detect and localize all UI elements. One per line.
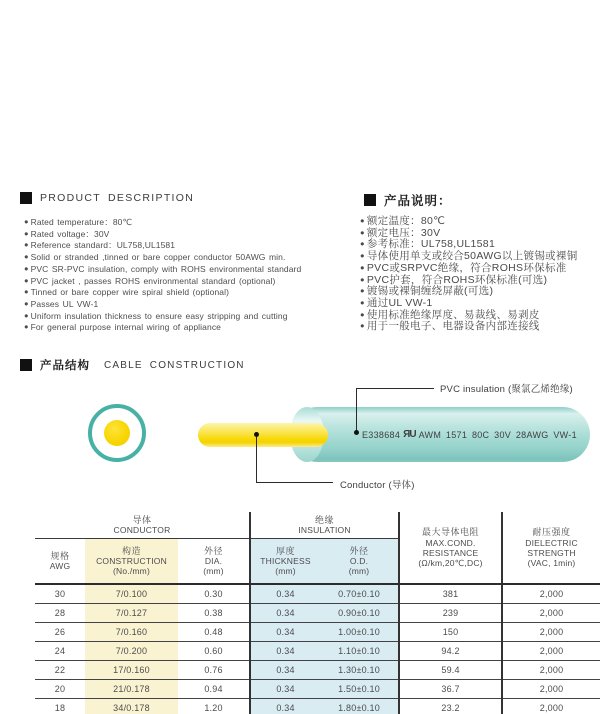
cell-dielectric: 2,000 bbox=[502, 680, 600, 699]
table-row bbox=[35, 604, 600, 623]
cell-od: 0.70±0.10 bbox=[320, 584, 399, 604]
product-description-list-cn bbox=[360, 216, 578, 333]
cell-awg: 26 bbox=[35, 623, 85, 642]
cell-thickness: 0.34 bbox=[250, 604, 320, 623]
cell-construction: 34/0.178 bbox=[85, 699, 178, 714]
cable-marking bbox=[362, 407, 588, 462]
group-conductor-cn: 导体 bbox=[132, 514, 152, 525]
group-conductor-en: CONDUCTOR bbox=[113, 525, 171, 536]
cell-construction: 7/0.127 bbox=[85, 604, 178, 623]
cell-awg: 22 bbox=[35, 661, 85, 680]
cell-dielectric: 2,000 bbox=[502, 623, 600, 642]
group-header-insulation bbox=[250, 512, 399, 539]
product-description-title-cn: 产品说明： bbox=[384, 194, 452, 208]
cell-resistance: 36.7 bbox=[399, 680, 502, 699]
cell-od: 1.80±0.10 bbox=[320, 699, 399, 714]
insulation-leader-line-h bbox=[356, 388, 434, 389]
cable-construction-title-en: CABLE CONSTRUCTION bbox=[104, 359, 245, 371]
cell-thickness: 0.34 bbox=[250, 680, 320, 699]
cable-cross-section-conductor bbox=[104, 420, 130, 446]
product-description-header bbox=[20, 192, 194, 204]
cell-thickness: 0.34 bbox=[250, 699, 320, 714]
cable-conductor-rod bbox=[198, 423, 328, 447]
bullet-item: ● PVC护套，符合ROHS环保标准(可选) bbox=[360, 275, 578, 287]
bullet-item: ● 镀锡或裸铜缠绕屏蔽(可选) bbox=[360, 286, 578, 298]
cell-construction: 17/0.160 bbox=[85, 661, 178, 680]
cell-od: 1.10±0.10 bbox=[320, 642, 399, 661]
conductor-leader-dot bbox=[254, 432, 259, 437]
cell-dielectric: 2,000 bbox=[502, 661, 600, 680]
bullet-item: ● For general purpose internal wiring of appliance bbox=[24, 322, 301, 334]
cell-dia: 0.38 bbox=[178, 604, 250, 623]
section-marker-icon bbox=[364, 194, 376, 206]
cell-construction: 7/0.100 bbox=[85, 584, 178, 604]
ul-recognized-icon: ЯU bbox=[403, 429, 416, 440]
bullet-item: ● 通过UL VW-1 bbox=[360, 298, 578, 310]
insulation-leader-dot bbox=[354, 430, 359, 435]
cell-dielectric: 2,000 bbox=[502, 604, 600, 623]
bullet-item: ● PVC jacket , passes ROHS environmental standard (optional) bbox=[24, 276, 301, 288]
conductor-label: Conductor (导体) bbox=[340, 480, 415, 491]
cell-resistance: 59.4 bbox=[399, 661, 502, 680]
table-row bbox=[35, 699, 600, 714]
cell-resistance: 23.2 bbox=[399, 699, 502, 714]
bullet-item: ● 导体使用单支或绞合50AWG以上镀锡或裸铜 bbox=[360, 251, 578, 263]
cable-construction-title-cn: 产品结构 bbox=[40, 360, 90, 372]
cable-construction-header bbox=[20, 357, 245, 373]
cell-dia: 0.94 bbox=[178, 680, 250, 699]
table-row bbox=[35, 623, 600, 642]
bullet-item: ● 额定温度：80℃ bbox=[360, 216, 578, 228]
spec-table-body bbox=[35, 584, 600, 714]
cable-marking-file-number: E338684 bbox=[362, 429, 401, 440]
bullet-item: ● 用于一般电子、电器设备内部连接线 bbox=[360, 321, 578, 333]
bullet-item: ● Rated temperature：80℃ bbox=[24, 217, 301, 229]
cell-awg: 24 bbox=[35, 642, 85, 661]
table-row bbox=[35, 661, 600, 680]
cell-thickness: 0.34 bbox=[250, 642, 320, 661]
cell-construction: 7/0.200 bbox=[85, 642, 178, 661]
cell-dia: 0.60 bbox=[178, 642, 250, 661]
group-header-conductor bbox=[35, 512, 250, 539]
table-row bbox=[35, 584, 600, 604]
bullet-item: ● PVC或SRPVC绝缘，符合ROHS环保标准 bbox=[360, 263, 578, 275]
column-header-dielectric: 耐压强度 DIELECTRIC STRENGTH (VAC, 1min) bbox=[502, 512, 600, 584]
product-description-title: PRODUCT DESCRIPTION bbox=[40, 192, 195, 204]
conductor-leader-line-v bbox=[256, 436, 257, 483]
group-insulation-en: INSULATION bbox=[298, 525, 351, 536]
spec-table bbox=[35, 512, 600, 714]
section-marker-icon bbox=[20, 359, 32, 371]
cell-resistance: 239 bbox=[399, 604, 502, 623]
cell-thickness: 0.34 bbox=[250, 623, 320, 642]
cell-dielectric: 2,000 bbox=[502, 584, 600, 604]
column-header-dia: 外径 DIA. (mm) bbox=[178, 539, 250, 585]
bullet-item: ● 使用标准绝缘厚度、易裁线、易剥皮 bbox=[360, 310, 578, 322]
cell-thickness: 0.34 bbox=[250, 661, 320, 680]
cell-dielectric: 2,000 bbox=[502, 642, 600, 661]
cell-construction: 21/0.178 bbox=[85, 680, 178, 699]
product-description-list-en bbox=[24, 217, 301, 334]
bullet-item: ● Reference standard：UL758,UL1581 bbox=[24, 240, 301, 252]
cell-awg: 18 bbox=[35, 699, 85, 714]
conductor-leader-line-h bbox=[256, 482, 333, 483]
column-header-thickness: 厚度 THICKNESS (mm) bbox=[250, 539, 320, 585]
column-header-awg: 规格 AWG bbox=[35, 539, 85, 585]
cell-awg: 28 bbox=[35, 604, 85, 623]
table-row bbox=[35, 642, 600, 661]
cell-resistance: 94.2 bbox=[399, 642, 502, 661]
cell-od: 1.30±0.10 bbox=[320, 661, 399, 680]
column-header-construction: 构造 CONSTRUCTION (No./mm) bbox=[85, 539, 178, 585]
bullet-item: ● Uniform insulation thickness to ensure easy stripping and cutting bbox=[24, 311, 301, 323]
bullet-item: ● 额定电压：30V bbox=[360, 228, 578, 240]
cell-od: 0.90±0.10 bbox=[320, 604, 399, 623]
cell-dia: 1.20 bbox=[178, 699, 250, 714]
bullet-item: ● PVC SR-PVC insulation, comply with ROHS environmental standard bbox=[24, 264, 301, 276]
bullet-item: ● Solid or stranded ,tinned or bare copper conductor 50AWG min. bbox=[24, 252, 301, 264]
group-insulation-cn: 绝缘 bbox=[315, 514, 335, 525]
cell-od: 1.50±0.10 bbox=[320, 680, 399, 699]
cell-awg: 20 bbox=[35, 680, 85, 699]
cell-awg: 30 bbox=[35, 584, 85, 604]
bullet-item: ● Tinned or bare copper wire spiral shield (optional) bbox=[24, 287, 301, 299]
insulation-label: PVC insulation (聚氯乙烯绝缘) bbox=[440, 384, 573, 395]
table-row bbox=[35, 680, 600, 699]
product-description-header-cn bbox=[364, 191, 452, 209]
bullet-item: ● Rated voltage：30V bbox=[24, 229, 301, 241]
bullet-item: ● 参考标准：UL758,UL1581 bbox=[360, 239, 578, 251]
bullet-item: ● Passes UL VW-1 bbox=[24, 299, 301, 311]
cell-dielectric: 2,000 bbox=[502, 699, 600, 714]
insulation-leader-line-v bbox=[356, 388, 357, 432]
cell-dia: 0.48 bbox=[178, 623, 250, 642]
cell-resistance: 150 bbox=[399, 623, 502, 642]
cell-dia: 0.76 bbox=[178, 661, 250, 680]
column-header-resistance: 最大导体电阻 MAX.COND. RESISTANCE (Ω/km,20℃,DC) bbox=[399, 512, 502, 584]
cell-construction: 7/0.160 bbox=[85, 623, 178, 642]
column-header-od: 外径 O.D. (mm) bbox=[320, 539, 399, 585]
cable-marking-spec: AWM 1571 80C 30V 28AWG VW-1 bbox=[418, 429, 577, 440]
section-marker-icon bbox=[20, 192, 32, 204]
cell-resistance: 381 bbox=[399, 584, 502, 604]
cell-od: 1.00±0.10 bbox=[320, 623, 399, 642]
cell-dia: 0.30 bbox=[178, 584, 250, 604]
cell-thickness: 0.34 bbox=[250, 584, 320, 604]
